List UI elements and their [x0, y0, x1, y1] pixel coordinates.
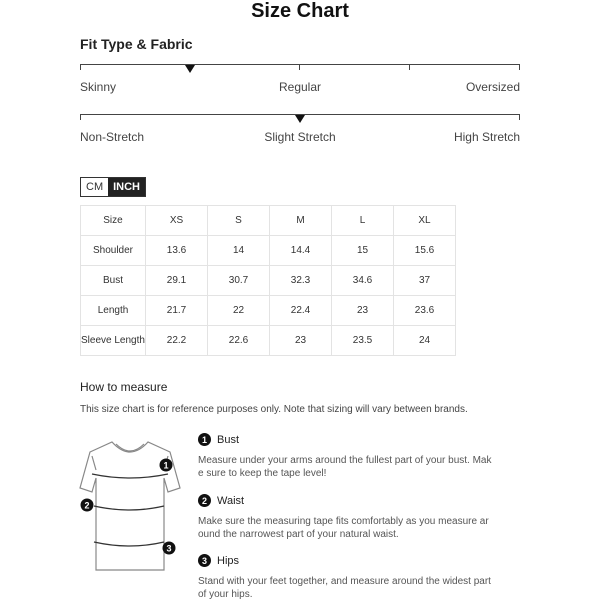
table-cell: 30.7 — [208, 266, 270, 296]
garment-sleeve-seam — [92, 456, 168, 470]
stretch-label-slight: Slight Stretch — [264, 130, 336, 144]
table-header-cell: M — [270, 206, 332, 236]
unit-inch-button[interactable]: INCH — [108, 178, 145, 196]
fit-selected-marker — [185, 65, 195, 73]
table-cell: 22.6 — [208, 326, 270, 356]
fit-label-skinny: Skinny — [80, 80, 117, 94]
stretch-scale-tick — [80, 114, 81, 120]
fit-scale-tick — [409, 64, 410, 70]
fit-scale-tick — [299, 64, 300, 70]
bust-measure-line — [92, 474, 168, 478]
fit-scale-tick — [519, 64, 520, 70]
step-heading — [198, 494, 498, 507]
table-cell: 21.7 — [146, 296, 208, 326]
marker-2-icon — [81, 499, 94, 512]
marker-1-label: 1 — [163, 460, 169, 471]
table-cell: 23 — [270, 326, 332, 356]
table-row-label: Bust — [81, 266, 146, 296]
marker-3-icon — [163, 542, 176, 555]
step-title: Waist — [217, 494, 245, 507]
garment-illustration — [72, 430, 187, 600]
how-to-measure-note: This size chart is for reference purposes only. Note that sizing will vary between brands. — [80, 404, 468, 415]
table-header-row — [81, 206, 456, 236]
stretch-selected-marker — [295, 115, 305, 123]
table-cell: 32.3 — [270, 266, 332, 296]
table-cell: 22.4 — [270, 296, 332, 326]
table-row-label: Length — [81, 296, 146, 326]
table-row — [81, 296, 456, 326]
step-description: Stand with your feet together, and measure around the widest part of your hips. — [198, 576, 491, 600]
table-row — [81, 236, 456, 266]
table-cell: 15 — [332, 236, 394, 266]
table-cell: 37 — [394, 266, 456, 296]
table-header-cell: Size — [81, 206, 146, 236]
garment-neckline — [116, 444, 144, 451]
table-row-label: Shoulder — [81, 236, 146, 266]
table-row — [81, 266, 456, 296]
fit-scale-line — [80, 64, 520, 65]
stretch-scale-tick — [519, 114, 520, 120]
table-row-label: Sleeve Length — [81, 326, 146, 356]
fit-label-regular: Regular — [278, 80, 322, 94]
step-number-icon: 1 — [198, 433, 211, 446]
marker-2-label: 2 — [84, 500, 90, 511]
step-description: Make sure the measuring tape fits comfortably as you measure around the narrowest part of your natural waist. — [198, 516, 489, 540]
fit-scale-tick — [80, 64, 81, 70]
measure-step-hips — [198, 554, 498, 601]
step-heading — [198, 554, 498, 567]
measure-step-bust — [198, 433, 498, 480]
table-cell: 14.4 — [270, 236, 332, 266]
page-title: Size Chart — [251, 0, 349, 22]
step-number-icon: 2 — [198, 494, 211, 507]
table-cell: 23 — [332, 296, 394, 326]
step-title: Bust — [217, 433, 240, 446]
table-row — [81, 326, 456, 356]
marker-3-label: 3 — [166, 543, 172, 554]
table-cell: 23.5 — [332, 326, 394, 356]
measure-step-waist — [198, 494, 498, 541]
how-to-measure-title: How to measure — [80, 380, 168, 394]
step-heading — [198, 433, 498, 446]
table-header-cell: S — [208, 206, 270, 236]
step-description: Measure under your arms around the fullest part of your bust. Make sure to keep the tape level! — [198, 455, 492, 479]
table-cell: 29.1 — [146, 266, 208, 296]
table-header-cell: L — [332, 206, 394, 236]
size-table — [80, 205, 456, 356]
table-header-cell: XS — [146, 206, 208, 236]
waist-measure-line — [94, 506, 164, 510]
step-number-icon: 3 — [198, 554, 211, 567]
table-cell: 22.2 — [146, 326, 208, 356]
table-cell: 13.6 — [146, 236, 208, 266]
table-cell: 24 — [394, 326, 456, 356]
table-cell: 23.6 — [394, 296, 456, 326]
stretch-label-non: Non-Stretch — [80, 130, 145, 144]
unit-cm-button[interactable]: CM — [81, 178, 108, 196]
table-cell: 34.6 — [332, 266, 394, 296]
fit-label-oversized: Oversized — [465, 80, 520, 94]
table-header-cell: XL — [394, 206, 456, 236]
table-cell: 22 — [208, 296, 270, 326]
step-title: Hips — [217, 554, 240, 567]
table-cell: 15.6 — [394, 236, 456, 266]
fit-section-title: Fit Type & Fabric — [80, 36, 193, 52]
hips-measure-line — [94, 542, 164, 546]
unit-toggle — [80, 177, 146, 197]
table-cell: 14 — [208, 236, 270, 266]
marker-1-icon — [160, 459, 173, 472]
stretch-label-high: High Stretch — [453, 130, 520, 144]
